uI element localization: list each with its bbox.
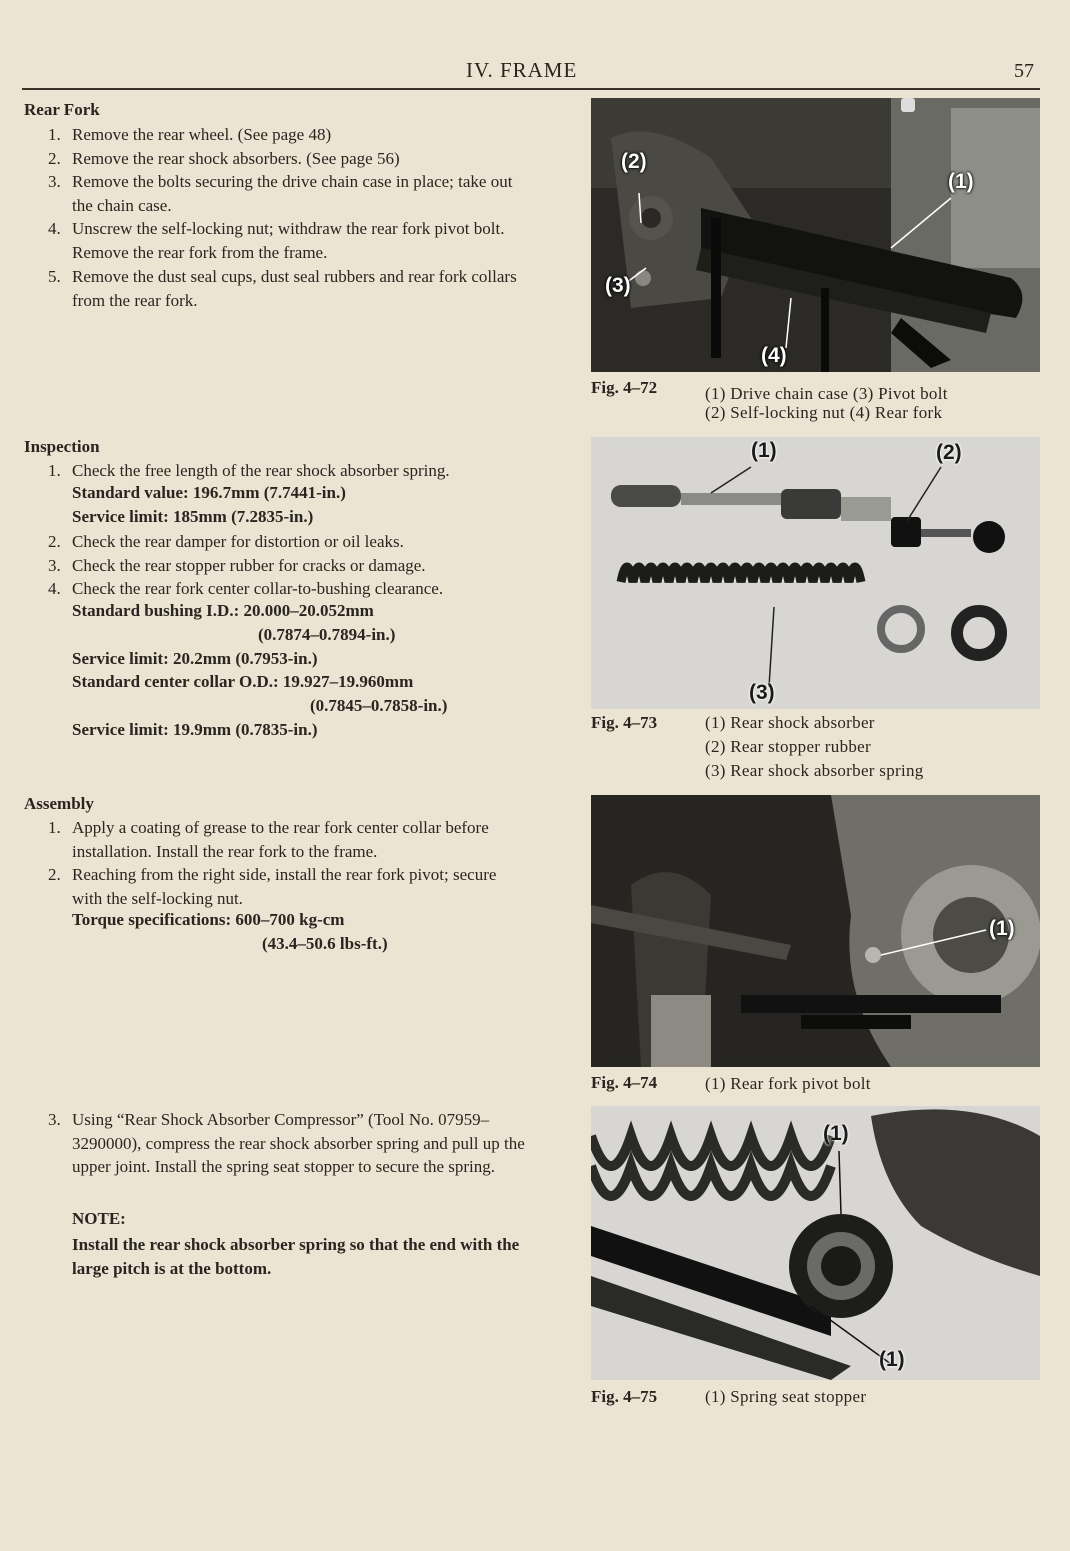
fig-4-75-label: Fig. 4–75 — [591, 1387, 658, 1406]
step-number: 3. — [48, 1110, 61, 1129]
step-text: Unscrew the self-locking nut; withdraw the rear fork pivot bolt. Remove the rear fork from the frame. — [72, 219, 505, 262]
step-text: Reaching from the right side, install the rear fork pivot; secure with the self-locking nut. — [72, 865, 497, 908]
fig-4-73-callout-3: (3) — [749, 681, 775, 704]
fig-4-73-caption-line-1: (1) Rear shock absorber — [705, 713, 875, 732]
step-number: 1. — [48, 818, 61, 837]
fig-4-72-illustration — [591, 98, 1040, 372]
fig-4-73-illustration — [591, 437, 1040, 709]
fig-4-75-illustration — [591, 1106, 1040, 1380]
step-text: Apply a coating of grease to the rear fork center collar before installation. Install the rear fork to the frame. — [72, 818, 489, 861]
step-number: 1. — [48, 461, 61, 480]
bushing-standard: Standard bushing I.D.: 20.000–20.052mm — [72, 601, 374, 620]
fig-4-74-photo — [591, 795, 1040, 1067]
step-text: Check the free length of the rear shock absorber spring. — [72, 461, 450, 480]
fig-4-74-caption: (1) Rear fork pivot bolt — [705, 1074, 871, 1093]
note-label: NOTE: — [72, 1209, 126, 1228]
step-text: Check the rear fork center collar-to-bushing clearance. — [72, 579, 444, 598]
note-text: Install the rear shock absorber spring so that the end with the large pitch is at the bottom. — [72, 1235, 520, 1278]
step-text: Check the rear stopper rubber for cracks or damage. — [72, 556, 426, 575]
fig-4-75-callout-1-top: (1) — [823, 1122, 849, 1145]
step-number: 4. — [48, 219, 61, 238]
fig-4-75-callout-1-bottom: (1) — [879, 1348, 905, 1371]
step-number: 1. — [48, 125, 61, 144]
header-rule — [22, 88, 1040, 90]
step-number: 2. — [48, 149, 61, 168]
fig-4-72-photo — [591, 98, 1040, 372]
step-text: Remove the dust seal cups, dust seal rubbers and rear fork collars from the rear fork. — [72, 267, 517, 310]
page-number: 57 — [1014, 60, 1034, 82]
fig-4-73-label: Fig. 4–73 — [591, 713, 658, 732]
step-number: 4. — [48, 579, 61, 598]
bushing-service-limit: Service limit: 20.2mm (0.7953-in.) — [72, 649, 318, 668]
collar-standard: Standard center collar O.D.: 19.927–19.960mm — [72, 672, 414, 691]
torque-spec: Torque specifications: 600–700 kg-cm — [72, 910, 345, 929]
fig-4-72-callout-1: (1) — [948, 170, 974, 193]
step-text: Remove the rear shock absorbers. (See page 56) — [72, 149, 400, 168]
fig-4-73-photo — [591, 437, 1040, 709]
fig-4-75-photo — [591, 1106, 1040, 1380]
fig-4-73-callout-1: (1) — [751, 439, 777, 462]
fig-4-73-caption-line-2: (2) Rear stopper rubber — [705, 737, 871, 756]
spring-service-limit: Service limit: 185mm (7.2835-in.) — [72, 507, 314, 526]
step-text: Remove the bolts securing the drive chain case in place; take out the chain case. — [72, 172, 513, 215]
assembly-heading: Assembly — [24, 794, 94, 813]
collar-standard-inches: (0.7845–0.7858-in.) — [310, 696, 448, 715]
step-number: 5. — [48, 267, 61, 286]
step-text: Using “Rear Shock Absorber Compressor” (Tool No. 07959–3290000), compress the rear shock absorber spring and pull up the upper joint. Install the spring seat stopper to secure the spring. — [72, 1110, 525, 1176]
step-number: 2. — [48, 532, 61, 551]
step-number: 3. — [48, 556, 61, 575]
section-title: IV. FRAME — [466, 58, 578, 82]
inspection-heading: Inspection — [24, 437, 100, 456]
bushing-standard-inches: (0.7874–0.7894-in.) — [258, 625, 396, 644]
fig-4-74-illustration — [591, 795, 1040, 1067]
fig-4-73-callout-2: (2) — [936, 441, 962, 464]
fig-4-74-label: Fig. 4–74 — [591, 1073, 658, 1092]
fig-4-73-caption-line-3: (3) Rear shock absorber spring — [705, 761, 924, 780]
step-number: 2. — [48, 865, 61, 884]
fig-4-74-callout-1: (1) — [989, 917, 1015, 940]
fig-4-72-caption-line-2: (2) Self-locking nut (4) Rear fork — [705, 403, 943, 422]
step-text: Remove the rear wheel. (See page 48) — [72, 125, 332, 144]
step-text: Check the rear damper for distortion or oil leaks. — [72, 532, 404, 551]
collar-service-limit: Service limit: 19.9mm (0.7835-in.) — [72, 720, 318, 739]
step-number: 3. — [48, 172, 61, 191]
fig-4-72-callout-3: (3) — [605, 274, 631, 297]
rear-fork-heading: Rear Fork — [24, 100, 100, 119]
fig-4-72-callout-4: (4) — [761, 344, 787, 367]
spring-standard-value: Standard value: 196.7mm (7.7441-in.) — [72, 483, 346, 502]
fig-4-72-caption-line-1: (1) Drive chain case (3) Pivot bolt — [705, 384, 948, 403]
torque-spec-imperial: (43.4–50.6 lbs-ft.) — [262, 934, 388, 953]
fig-4-75-caption: (1) Spring seat stopper — [705, 1387, 867, 1406]
fig-4-72-callout-2: (2) — [621, 150, 647, 173]
fig-4-72-label: Fig. 4–72 — [591, 378, 658, 397]
